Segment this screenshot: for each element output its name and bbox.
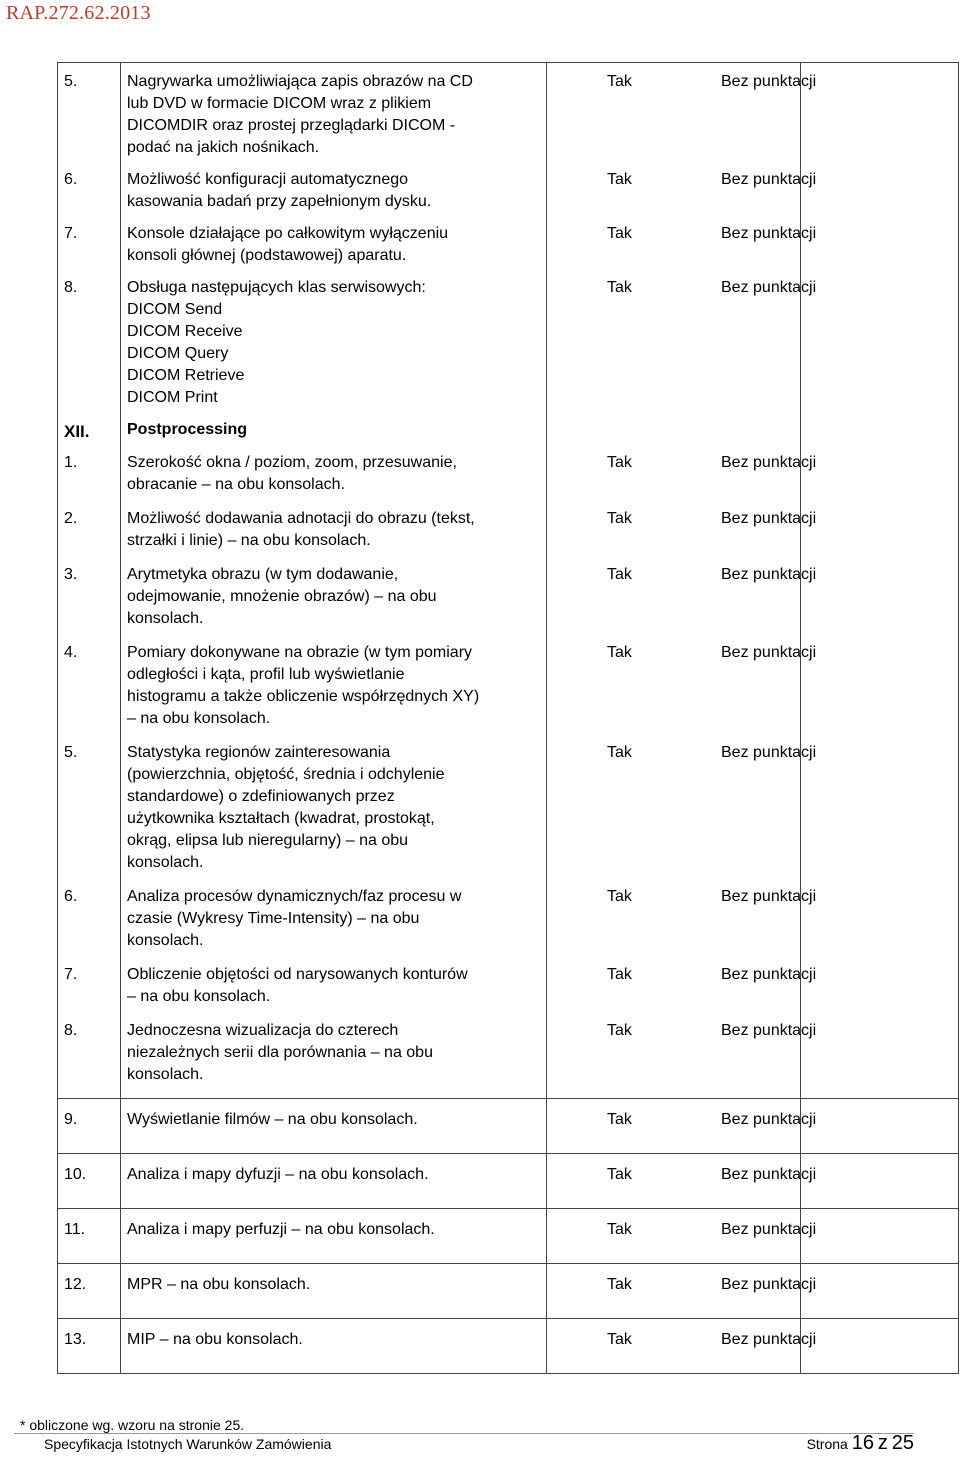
item-number [58, 63, 121, 170]
required-answer: Tak [607, 966, 632, 983]
item-number [58, 742, 121, 886]
table-row [58, 1154, 959, 1209]
table-row [58, 1020, 959, 1099]
description-line: (powierzchnia, objętość, średnia i odchylenie [127, 766, 445, 783]
description-line: kasowania badań przy zapełnionym dysku. [127, 193, 432, 210]
description-line: podać na jakich nośnikach. [127, 139, 320, 156]
item-description [121, 1319, 547, 1374]
scoring-value [721, 1319, 959, 1374]
description-line: niezależnych serii dla porównania – na obu [127, 1044, 433, 1061]
document-reference: RAP.272.62.2013 [6, 2, 151, 24]
description-text: Analiza i mapy dyfuzji – na obu konsolach. [127, 1166, 429, 1183]
description-line: Obsługa następujących klas serwisowych: [127, 279, 426, 296]
description-line: konsolach. [127, 854, 204, 871]
description-line: histogramu a także obliczenie współrzędnych XY) [127, 688, 480, 705]
item-number [58, 452, 121, 508]
item-number-text: 13. [64, 1331, 87, 1348]
scoring-text: Bez punktacji [721, 644, 817, 661]
required-answer: Tak [607, 225, 632, 242]
item-number-text: 5. [64, 744, 78, 761]
table-row [58, 642, 959, 742]
scoring-text: Bez punktacji [721, 510, 817, 527]
description-line: Nagrywarka umożliwiająca zapis obrazów na CD [127, 73, 473, 90]
item-number [58, 1154, 121, 1209]
item-description [121, 642, 547, 742]
item-number-text: 1. [64, 454, 78, 471]
item-number [58, 886, 121, 964]
page-number: Strona 16 z 25 [806, 1432, 914, 1454]
item-number-text: 6. [64, 171, 78, 188]
item-number [58, 1264, 121, 1319]
description-line: Szerokość okna / poziom, zoom, przesuwanie, [127, 454, 457, 471]
description-line: DICOM Send [127, 301, 223, 318]
table-row [58, 886, 959, 964]
scoring-text: Bez punktacji [721, 1022, 817, 1039]
item-number [58, 169, 121, 223]
required-answer: Tak [607, 566, 632, 583]
item-number-text: 7. [64, 225, 78, 242]
section-header-row [58, 419, 959, 452]
item-number-text: 8. [64, 1022, 78, 1039]
section-title [121, 419, 547, 452]
item-number-text: 6. [64, 888, 78, 905]
item-description [121, 169, 547, 223]
description-line: odejmowanie, mnożenie obrazów) – na obu [127, 588, 437, 605]
scoring-value [721, 169, 959, 223]
required-answer: Tak [607, 1022, 632, 1039]
description-line: czasie (Wykresy Time-Intensity) – na obu [127, 910, 420, 927]
description-line: Możliwość dodawania adnotacji do obrazu (tekst, [127, 510, 475, 527]
required-answer: Tak [607, 279, 632, 296]
description-line: konsoli głównej (podstawowej) aparatu. [127, 247, 407, 264]
item-description [121, 964, 547, 1020]
item-number [58, 564, 121, 642]
scoring-text: Bez punktacji [721, 1166, 817, 1183]
required-answer: Tak [607, 1166, 632, 1183]
item-description [121, 452, 547, 508]
scoring-text: Bez punktacji [721, 279, 817, 296]
item-number [58, 1319, 121, 1374]
scoring-value [721, 452, 959, 508]
scoring-text: Bez punktacji [721, 1111, 817, 1128]
description-line: okrąg, elipsa lub nieregularny) – na obu [127, 832, 409, 849]
item-number-text: 7. [64, 966, 78, 983]
item-number-text: 12. [64, 1276, 87, 1293]
scoring-value [721, 1264, 959, 1319]
scoring-value [721, 508, 959, 564]
description-line: Jednoczesna wizualizacja do czterech [127, 1022, 399, 1039]
item-number-text: 10. [64, 1166, 87, 1183]
section-number [58, 419, 121, 452]
item-number [58, 1099, 121, 1154]
table-row [58, 508, 959, 564]
item-description [121, 1099, 547, 1154]
description-text: MPR – na obu konsolach. [127, 1276, 311, 1293]
description-line: Analiza procesów dynamicznych/faz procesu w [127, 888, 462, 905]
scoring-value [721, 742, 959, 886]
scoring-text: Bez punktacji [721, 1276, 817, 1293]
description-line: użytkownika kształtach (kwadrat, prostokąt, [127, 810, 435, 827]
specification-table [57, 62, 959, 1374]
item-description [121, 223, 547, 277]
scoring-text: Bez punktacji [721, 454, 817, 471]
description-line: odległości i kąta, profil lub wyświetlanie [127, 666, 405, 683]
item-description [121, 1209, 547, 1264]
item-number [58, 223, 121, 277]
scoring-text: Bez punktacji [721, 744, 817, 761]
item-number-text: 11. [64, 1221, 86, 1238]
required-answer: Tak [607, 1111, 632, 1128]
section-number-text: XII. [64, 422, 90, 441]
description-line: Pomiary dokonywane na obrazie (w tym pomiary [127, 644, 473, 661]
description-line: Obliczenie objętości od narysowanych konturów [127, 966, 468, 983]
section-title-text: Postprocessing [127, 421, 248, 438]
description-line: konsolach. [127, 1066, 204, 1083]
description-text: MIP – na obu konsolach. [127, 1331, 303, 1348]
item-description [121, 508, 547, 564]
scoring-value [721, 886, 959, 964]
required-answer: Tak [607, 454, 632, 471]
item-number-text: 2. [64, 510, 78, 527]
table-row [58, 1209, 959, 1264]
item-number [58, 277, 121, 419]
table-row [58, 223, 959, 277]
description-line: Arytmetyka obrazu (w tym dodawanie, [127, 566, 399, 583]
scoring-text: Bez punktacji [721, 73, 817, 90]
item-number [58, 964, 121, 1020]
scoring-value [721, 277, 959, 419]
description-text: Wyświetlanie filmów – na obu konsolach. [127, 1111, 418, 1128]
required-answer: Tak [607, 1276, 632, 1293]
table-row [58, 452, 959, 508]
item-number-text: 9. [64, 1111, 78, 1128]
scoring-value [721, 1154, 959, 1209]
table-row [58, 564, 959, 642]
description-line: standardowe) o zdefiniowanych przez [127, 788, 395, 805]
description-line: – na obu konsolach. [127, 710, 271, 727]
footer-divider [14, 1433, 914, 1434]
description-line: – na obu konsolach. [127, 988, 271, 1005]
description-line: konsolach. [127, 932, 204, 949]
description-text: Analiza i mapy perfuzji – na obu konsolach. [127, 1221, 435, 1238]
description-line: DICOMDIR oraz prostej przeglądarki DICOM - [127, 117, 456, 134]
table-row [58, 742, 959, 886]
description-line: Konsole działające po całkowitym wyłączeniu [127, 225, 449, 242]
scoring-value [721, 642, 959, 742]
scoring-value [721, 964, 959, 1020]
description-line: lub DVD w formacie DICOM wraz z plikiem [127, 95, 432, 112]
scoring-value [721, 1099, 959, 1154]
section-empty-score [801, 419, 959, 452]
footnote: * obliczone wg. wzoru na stronie 25. [20, 1417, 245, 1433]
table-row [58, 277, 959, 419]
item-number [58, 642, 121, 742]
section-empty-req [547, 419, 801, 452]
table-row [58, 1264, 959, 1319]
item-description [121, 63, 547, 170]
description-line: DICOM Receive [127, 323, 243, 340]
required-answer: Tak [607, 888, 632, 905]
scoring-text: Bez punktacji [721, 966, 817, 983]
scoring-text: Bez punktacji [721, 888, 817, 905]
required-answer: Tak [607, 644, 632, 661]
item-description [121, 1154, 547, 1209]
required-answer: Tak [607, 171, 632, 188]
table-row [58, 1319, 959, 1374]
item-description [121, 1264, 547, 1319]
required-answer: Tak [607, 73, 632, 90]
scoring-text: Bez punktacji [721, 1331, 817, 1348]
description-line: DICOM Query [127, 345, 229, 362]
scoring-value [721, 223, 959, 277]
required-answer: Tak [607, 1331, 632, 1348]
description-line: obracanie – na obu konsolach. [127, 476, 345, 493]
item-description [121, 564, 547, 642]
item-description [121, 1020, 547, 1099]
table-row [58, 964, 959, 1020]
description-line: Możliwość konfiguracji automatycznego [127, 171, 409, 188]
scoring-value [721, 63, 959, 170]
description-line: DICOM Print [127, 389, 218, 406]
item-number-text: 3. [64, 566, 78, 583]
required-answer: Tak [607, 1221, 632, 1238]
scoring-value [721, 564, 959, 642]
item-description [121, 742, 547, 886]
table-row [58, 63, 959, 170]
item-number [58, 1020, 121, 1099]
item-number-text: 4. [64, 644, 78, 661]
scoring-text: Bez punktacji [721, 171, 817, 188]
required-answer: Tak [607, 510, 632, 527]
scoring-text: Bez punktacji [721, 225, 817, 242]
scoring-text: Bez punktacji [721, 1221, 817, 1238]
scoring-value [721, 1020, 959, 1099]
item-number [58, 1209, 121, 1264]
table-row [58, 1099, 959, 1154]
description-line: DICOM Retrieve [127, 367, 245, 384]
required-answer: Tak [607, 744, 632, 761]
description-line: strzałki i linie) – na obu konsolach. [127, 532, 371, 549]
table-row [58, 169, 959, 223]
item-number [58, 508, 121, 564]
description-line: Statystyka regionów zainteresowania [127, 744, 391, 761]
item-number-text: 8. [64, 279, 78, 296]
item-number-text: 5. [64, 73, 78, 90]
item-description [121, 277, 547, 419]
scoring-text: Bez punktacji [721, 566, 817, 583]
scoring-value [721, 1209, 959, 1264]
description-line: konsolach. [127, 610, 204, 627]
footer-title: Specyfikacja Istotnych Warunków Zamówienia [44, 1436, 332, 1452]
item-description [121, 886, 547, 964]
